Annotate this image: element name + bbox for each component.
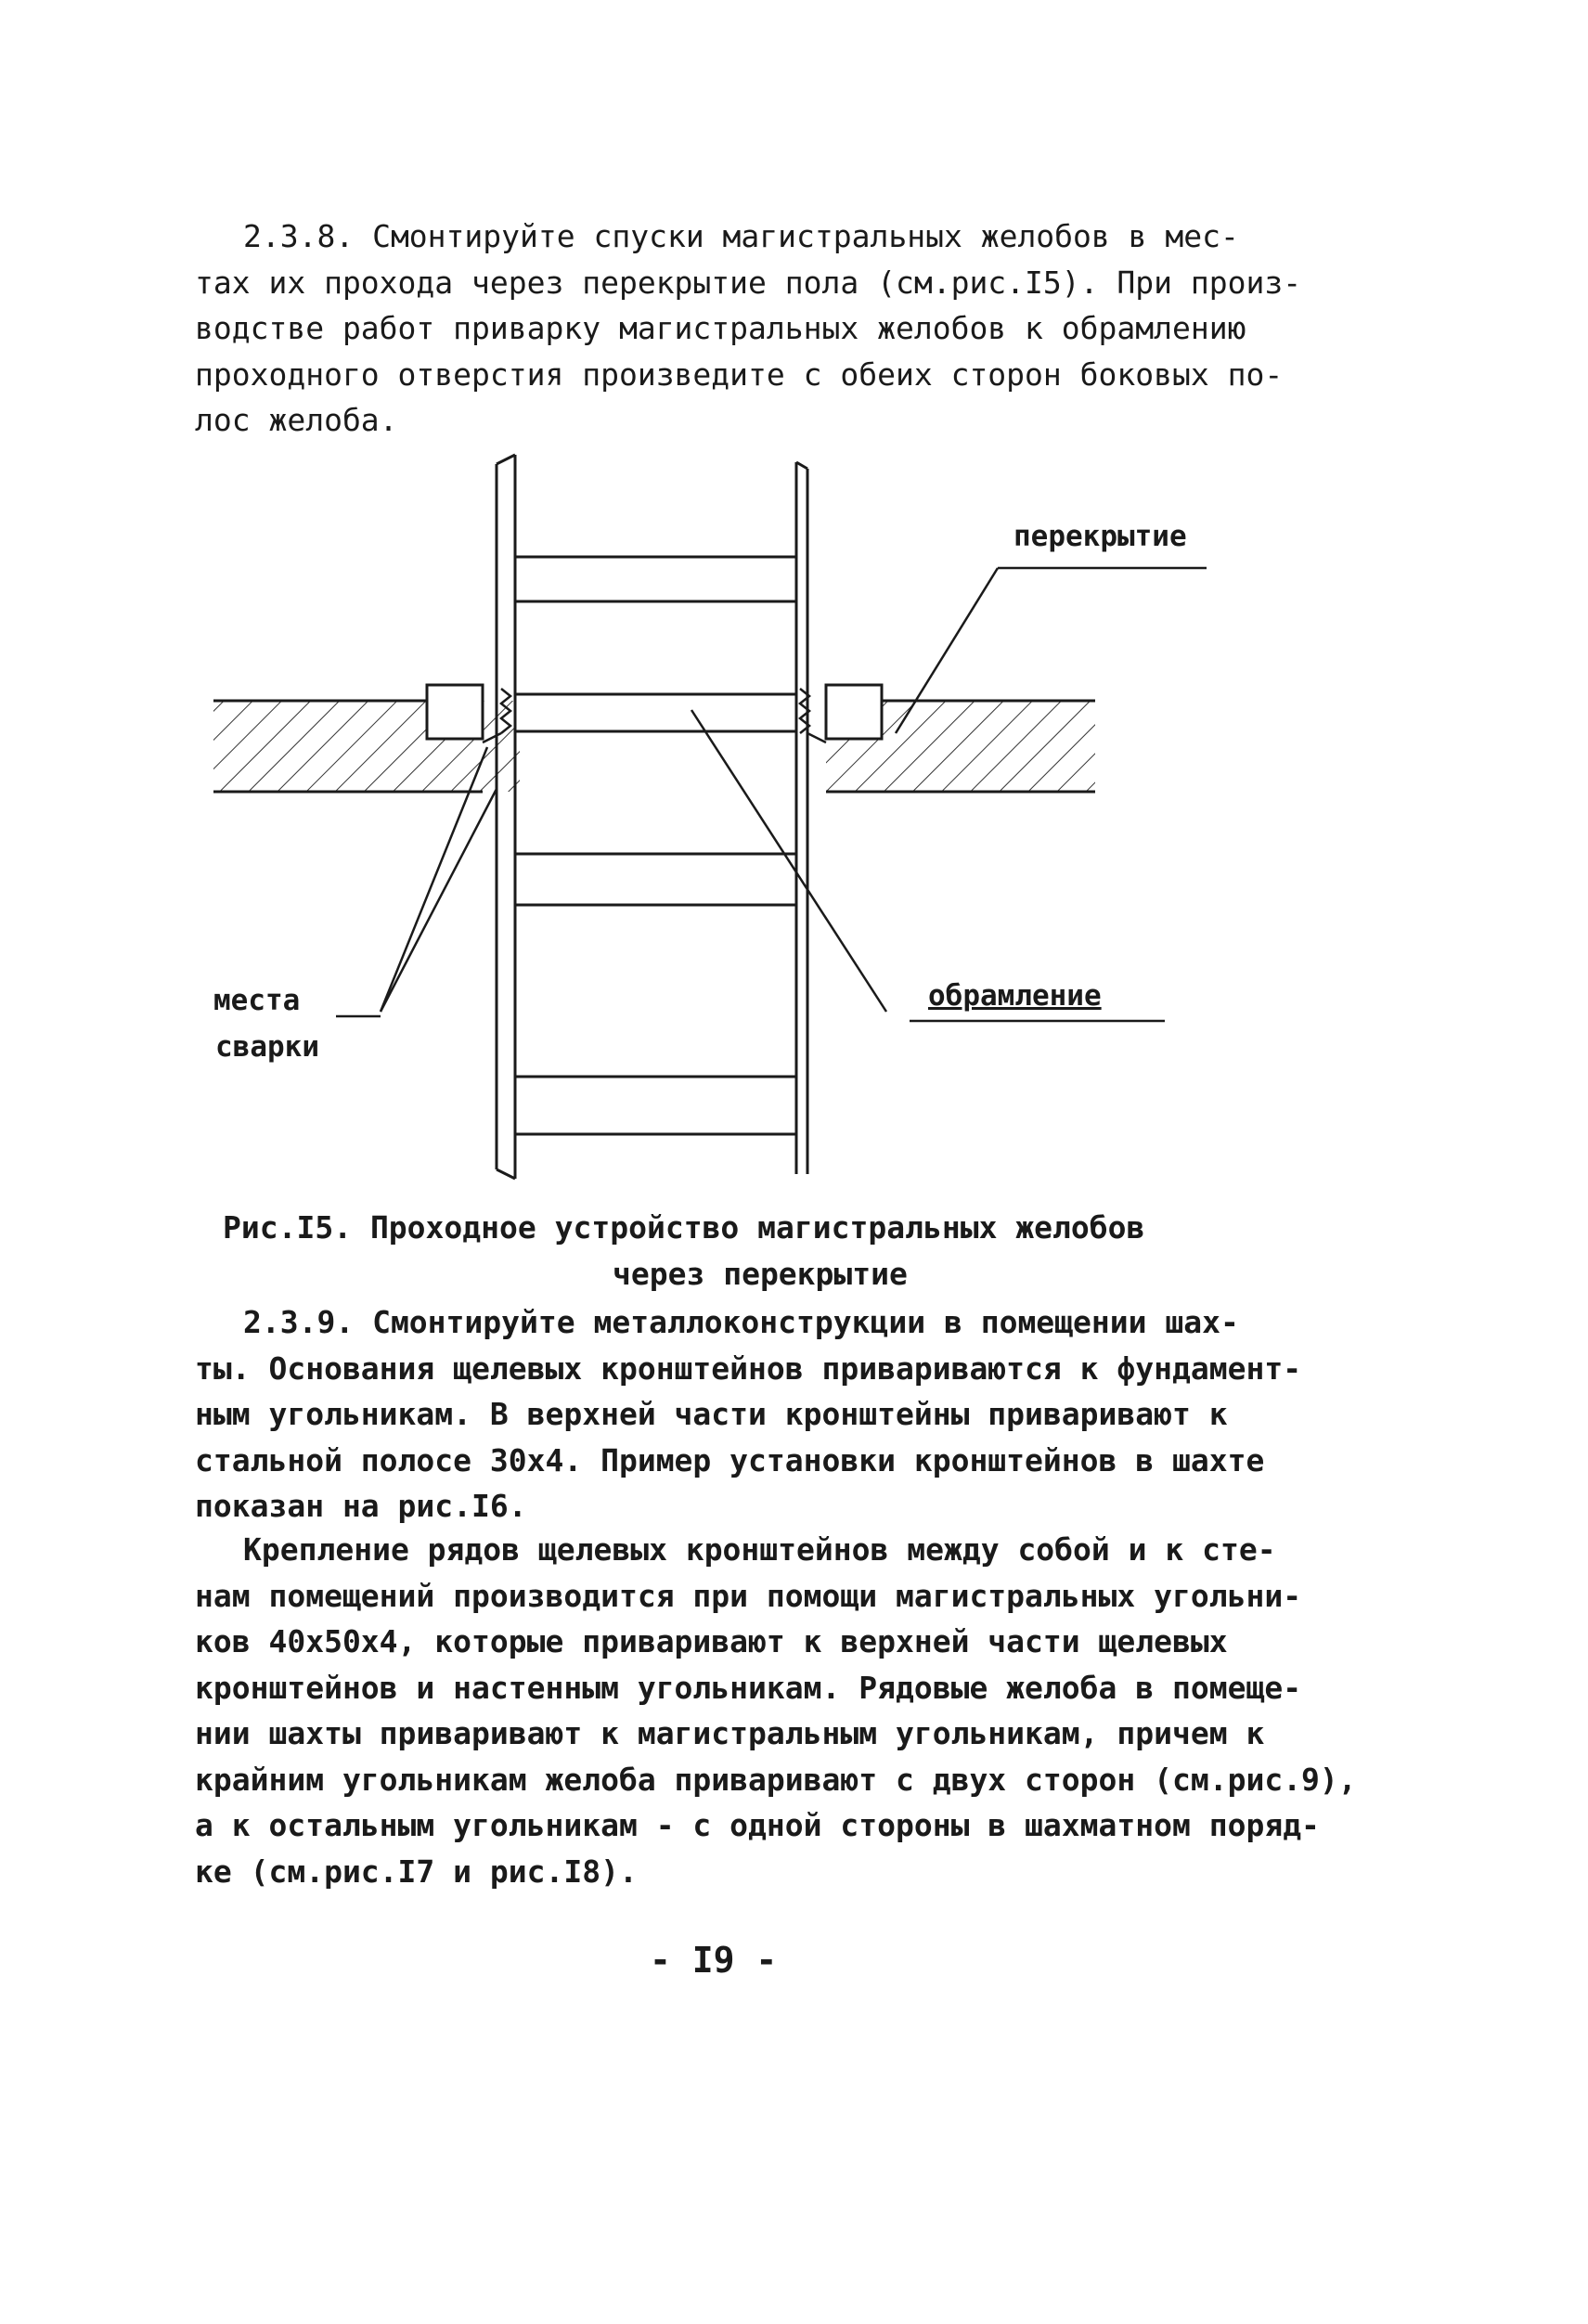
text-line: кронштейнов и настенным угольникам. Рядовые желоба в помеще-: [195, 1669, 1302, 1706]
text-line: а к остальным угольникам - с одной стороны в шахматном поряд-: [195, 1807, 1320, 1843]
text-line: ты. Основания щелевых кронштейнов привариваются к фундамент-: [195, 1349, 1302, 1387]
text-line: нии шахты приваривают к магистральным угольникам, причем к: [195, 1715, 1265, 1751]
rung: [515, 1077, 796, 1134]
text-line: нам помещений производится при помощи магистральных угольни-: [195, 1577, 1302, 1614]
label-weld-line1: места: [213, 984, 301, 1017]
rung: [515, 854, 796, 905]
text-line: 2.3.9. Смонтируйте металлоконструкции в помещении шах-: [243, 1304, 1239, 1340]
frame-block-left: [427, 685, 483, 739]
text-line: ным угольникам. В верхней части кронштейны приваривают к: [195, 1396, 1228, 1432]
text-line: Крепление рядов щелевых кронштейнов между собой и к сте-: [243, 1531, 1276, 1568]
text-line: проходного отверстия произведите с обеих сторон боковых по-: [195, 355, 1284, 393]
figure-caption: [223, 1205, 1151, 1298]
paragraph-2-3-9: [195, 1299, 1327, 1530]
text-line: ке (см.рис.I7 и рис.I8).: [195, 1853, 638, 1890]
leader-lines: [336, 568, 1207, 1021]
text-line: ков 40х50х4, которые приваривают к верхней части щелевых: [195, 1623, 1228, 1659]
text-line: крайним угольникам желоба приваривают с двух сторон (см.рис.9),: [195, 1761, 1357, 1798]
page-number: - I9 -: [650, 1940, 778, 1981]
text-line: 2.3.8. Смонтируйте спуски магистральных желобов в мес-: [243, 218, 1239, 254]
rung: [515, 694, 796, 731]
text-line: показан на рис.I6.: [195, 1488, 527, 1524]
channel-rail-right: [796, 462, 807, 1174]
label-frame: обрамление: [928, 979, 1102, 1013]
frame-block-right: [826, 685, 882, 739]
text-line: тах их прохода через перекрытие пола (см.рис.I5). При произ-: [195, 264, 1302, 301]
text-line: лос желоба.: [195, 402, 398, 438]
paragraph-mounting: [195, 1527, 1357, 1894]
label-slab: перекрытие: [1013, 520, 1187, 553]
caption-line: через перекрытие: [613, 1256, 908, 1292]
text-line: стальной полосе 30х4. Пример установки кронштейнов в шахте: [195, 1441, 1265, 1478]
text-line: водстве работ приварку магистральных желобов к обрамлению: [195, 310, 1246, 346]
caption-line: Рис.I5. Проходное устройство магистральных желобов: [223, 1209, 1145, 1246]
rung: [515, 557, 796, 601]
channel-rail-left: [497, 455, 515, 1179]
weld-marks-right: [800, 689, 826, 742]
label-weld-line2: сварки: [215, 1030, 319, 1064]
